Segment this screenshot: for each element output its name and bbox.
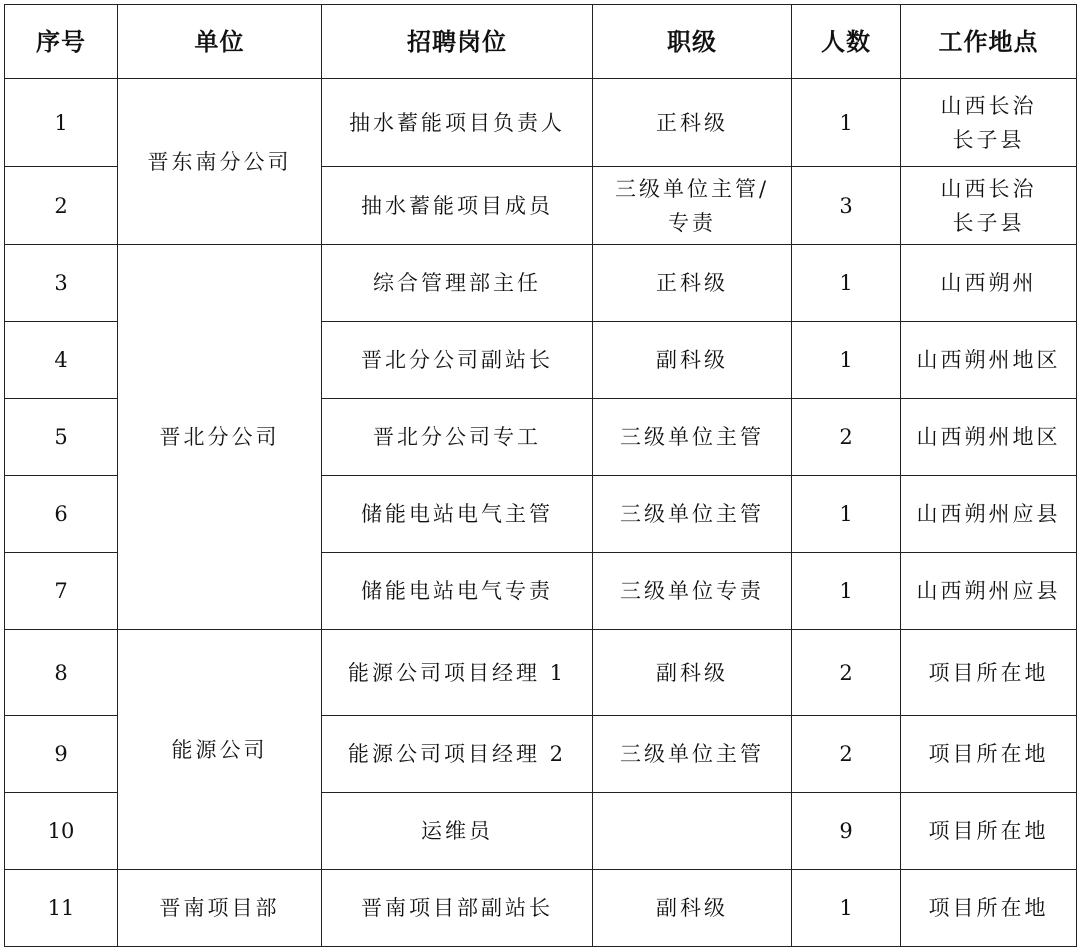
- position-cell: 能源公司项目经理 1: [322, 630, 593, 716]
- location-cell: 项目所在地: [901, 870, 1077, 947]
- position-cell: 综合管理部主任: [322, 245, 593, 322]
- unit-cell: 晋东南分公司: [118, 79, 322, 245]
- position-cell: 晋北分公司专工: [322, 399, 593, 476]
- grade-cell: 三级单位主管: [593, 716, 792, 793]
- row-index: 7: [5, 553, 118, 630]
- row-index: 9: [5, 716, 118, 793]
- recruitment-table: [4, 4, 1077, 947]
- count-cell: 1: [792, 476, 901, 553]
- position-cell: 抽水蓄能项目负责人: [322, 79, 593, 167]
- location-cell: 山西朔州应县: [901, 553, 1077, 630]
- location-cell: 项目所在地: [901, 716, 1077, 793]
- grade-cell: 副科级: [593, 870, 792, 947]
- grade-cell: 三级单位专责: [593, 553, 792, 630]
- location-cell: 项目所在地: [901, 630, 1077, 716]
- count-cell: 1: [792, 870, 901, 947]
- grade-cell: 副科级: [593, 322, 792, 399]
- location-cell: 山西朔州地区: [901, 399, 1077, 476]
- location-cell: 山西长治 长子县: [901, 79, 1077, 167]
- position-cell: 晋北分公司副站长: [322, 322, 593, 399]
- grade-cell: 三级单位主管/ 专责: [593, 167, 792, 245]
- row-index: 10: [5, 793, 118, 870]
- row-index: 4: [5, 322, 118, 399]
- position-cell: 储能电站电气主管: [322, 476, 593, 553]
- table-row: [5, 245, 1077, 322]
- grade-cell: 正科级: [593, 245, 792, 322]
- count-cell: 2: [792, 399, 901, 476]
- table-row: [5, 630, 1077, 716]
- header-grade: 职级: [593, 5, 792, 79]
- location-cell: 山西长治 长子县: [901, 167, 1077, 245]
- header-row: [5, 5, 1077, 79]
- position-cell: 运维员: [322, 793, 593, 870]
- recruitment-table-wrapper: [4, 4, 1077, 947]
- count-cell: 9: [792, 793, 901, 870]
- header-position: 招聘岗位: [322, 5, 593, 79]
- unit-cell: 晋南项目部: [118, 870, 322, 947]
- location-cell: 山西朔州地区: [901, 322, 1077, 399]
- unit-cell: 能源公司: [118, 630, 322, 870]
- grade-cell: 正科级: [593, 79, 792, 167]
- count-cell: 1: [792, 322, 901, 399]
- count-cell: 3: [792, 167, 901, 245]
- row-index: 1: [5, 79, 118, 167]
- grade-cell: 三级单位主管: [593, 399, 792, 476]
- unit-cell: 晋北分公司: [118, 245, 322, 630]
- location-cell: 项目所在地: [901, 793, 1077, 870]
- grade-cell: 三级单位主管: [593, 476, 792, 553]
- row-index: 2: [5, 167, 118, 245]
- row-index: 3: [5, 245, 118, 322]
- position-cell: 能源公司项目经理 2: [322, 716, 593, 793]
- row-index: 6: [5, 476, 118, 553]
- count-cell: 2: [792, 630, 901, 716]
- row-index: 5: [5, 399, 118, 476]
- row-index: 8: [5, 630, 118, 716]
- count-cell: 1: [792, 245, 901, 322]
- grade-cell: 副科级: [593, 630, 792, 716]
- header-unit: 单位: [118, 5, 322, 79]
- table-row: [5, 79, 1077, 167]
- grade-cell: [593, 793, 792, 870]
- location-cell: 山西朔州应县: [901, 476, 1077, 553]
- header-index: 序号: [5, 5, 118, 79]
- row-index: 11: [5, 870, 118, 947]
- header-location: 工作地点: [901, 5, 1077, 79]
- count-cell: 2: [792, 716, 901, 793]
- position-cell: 储能电站电气专责: [322, 553, 593, 630]
- header-count: 人数: [792, 5, 901, 79]
- count-cell: 1: [792, 553, 901, 630]
- table-row: [5, 870, 1077, 947]
- location-cell: 山西朔州: [901, 245, 1077, 322]
- count-cell: 1: [792, 79, 901, 167]
- position-cell: 抽水蓄能项目成员: [322, 167, 593, 245]
- position-cell: 晋南项目部副站长: [322, 870, 593, 947]
